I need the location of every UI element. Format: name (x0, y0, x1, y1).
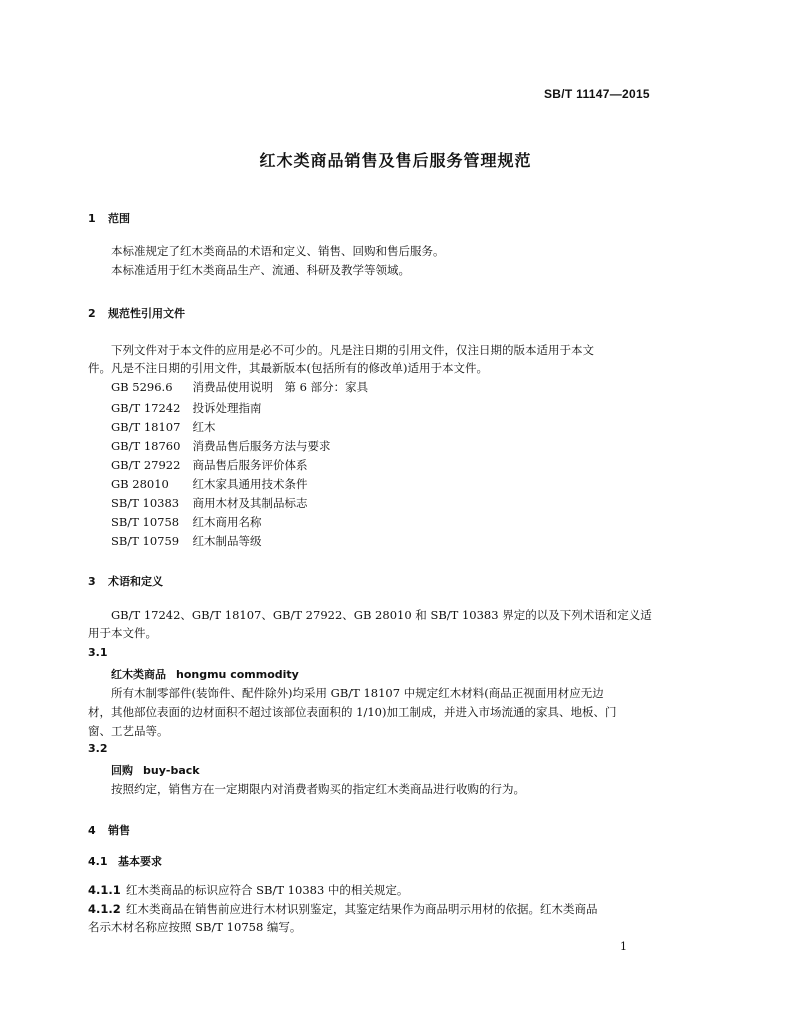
term-heading (111, 762, 200, 778)
reference-title: 红木 (192, 420, 216, 434)
document-title: 红木类商品销售及售后服务管理规范 (259, 151, 532, 170)
section-number: 2 (88, 307, 96, 320)
paragraph: 本标准规定了红木类商品的术语和定义、销售、回购和售后服务。 (111, 244, 445, 258)
reference-title: 红木商用名称 (192, 515, 262, 529)
term-definition: 所有木制零部件(装饰件、配件除外)均采用 GB/T 18107 中规定红木材料(商品正视面用材应无边 (111, 686, 604, 700)
reference-title: 商品售后服务评价体系 (192, 458, 308, 472)
paragraph: 本标准适用于红木类商品生产、流通、科研及教学等领域。 (111, 263, 410, 277)
term-heading (111, 666, 299, 682)
section-number: 4 (88, 824, 96, 837)
section-title: 术语和定义 (108, 575, 163, 588)
section-1-heading (88, 210, 130, 226)
subsection-number: 4.1 (88, 855, 108, 868)
reference-code: GB/T 18107 (111, 420, 181, 434)
reference-code: GB/T 27922 (111, 458, 181, 472)
reference-title: 消费品售后服务方法与要求 (192, 439, 331, 453)
reference-item (111, 495, 308, 511)
reference-code: SB/T 10383 (111, 496, 180, 510)
term-english: buy-back (143, 764, 200, 777)
reference-item (111, 476, 308, 492)
reference-item (111, 379, 368, 395)
reference-title: 消费品使用说明 第 6 部分：家具 (192, 380, 369, 394)
subsection-title: 基本要求 (118, 855, 162, 868)
paragraph: 下列文件对于本文件的应用是必不可少的。凡是注日期的引用文件，仅注日期的版本适用于本文 (111, 343, 594, 357)
section-number: 1 (88, 212, 96, 225)
reference-item (111, 457, 308, 473)
reference-code: GB 28010 (111, 477, 169, 491)
term-english: hongmu commodity (176, 668, 299, 681)
reference-title: 红木制品等级 (192, 534, 262, 548)
section-3-heading (88, 573, 163, 589)
subsection-heading (88, 853, 162, 869)
term-definition: 按照约定，销售方在一定期限内对消费者购买的指定红木类商品进行收购的行为。 (111, 782, 525, 796)
term-definition: 窗、工艺品等。 (88, 724, 169, 738)
page-number: 1 (620, 940, 627, 953)
reference-title: 商用木材及其制品标志 (192, 496, 308, 510)
term-chinese: 回购 (111, 764, 133, 777)
clause-text: 红木类商品在销售前应进行木材识别鉴定，其鉴定结果作为商品明示用材的依据。红木类商品 (126, 902, 598, 916)
clause-number: 4.1.1 (88, 883, 121, 897)
clause-number: 4.1.2 (88, 902, 121, 916)
reference-item (111, 514, 262, 530)
clause-continuation: 名示木材名称应按照 SB/T 10758 编写。 (88, 920, 302, 934)
clause (88, 882, 408, 898)
term-number: 3.1 (88, 646, 108, 659)
paragraph: 件。凡是不注日期的引用文件，其最新版本(包括所有的修改单)适用于本文件。 (88, 361, 488, 375)
section-number: 3 (88, 575, 96, 588)
section-4-heading (88, 822, 130, 838)
reference-title: 投诉处理指南 (192, 401, 262, 415)
section-title: 销售 (108, 824, 130, 837)
reference-item (111, 419, 216, 435)
section-title: 范围 (108, 212, 130, 225)
paragraph: GB/T 17242、GB/T 18107、GB/T 27922、GB 28010 和 SB/T 10383 界定的以及下列术语和定义适 (111, 608, 652, 622)
clause (88, 901, 598, 917)
term-definition: 材，其他部位表面的边材面积不超过该部位表面积的 1/10)加工制成，并进入市场流通的家具、地板、门 (88, 705, 617, 719)
clause-text: 红木类商品的标识应符合 SB/T 10383 中的相关规定。 (126, 883, 409, 897)
reference-item (111, 438, 331, 454)
term-chinese: 红木类商品 (111, 668, 166, 681)
reference-title: 红木家具通用技术条件 (192, 477, 308, 491)
reference-code: GB/T 18760 (111, 439, 181, 453)
reference-item (111, 533, 262, 549)
reference-code: GB/T 17242 (111, 401, 181, 415)
reference-code: SB/T 10758 (111, 515, 180, 529)
term-number: 3.2 (88, 742, 108, 755)
reference-code: SB/T 10759 (111, 534, 180, 548)
paragraph: 用于本文件。 (88, 626, 157, 640)
reference-item (111, 400, 262, 416)
section-title: 规范性引用文件 (108, 307, 185, 320)
standard-number: SB/T 11147—2015 (544, 87, 650, 101)
reference-code: GB 5296.6 (111, 380, 173, 394)
section-2-heading (88, 305, 185, 321)
